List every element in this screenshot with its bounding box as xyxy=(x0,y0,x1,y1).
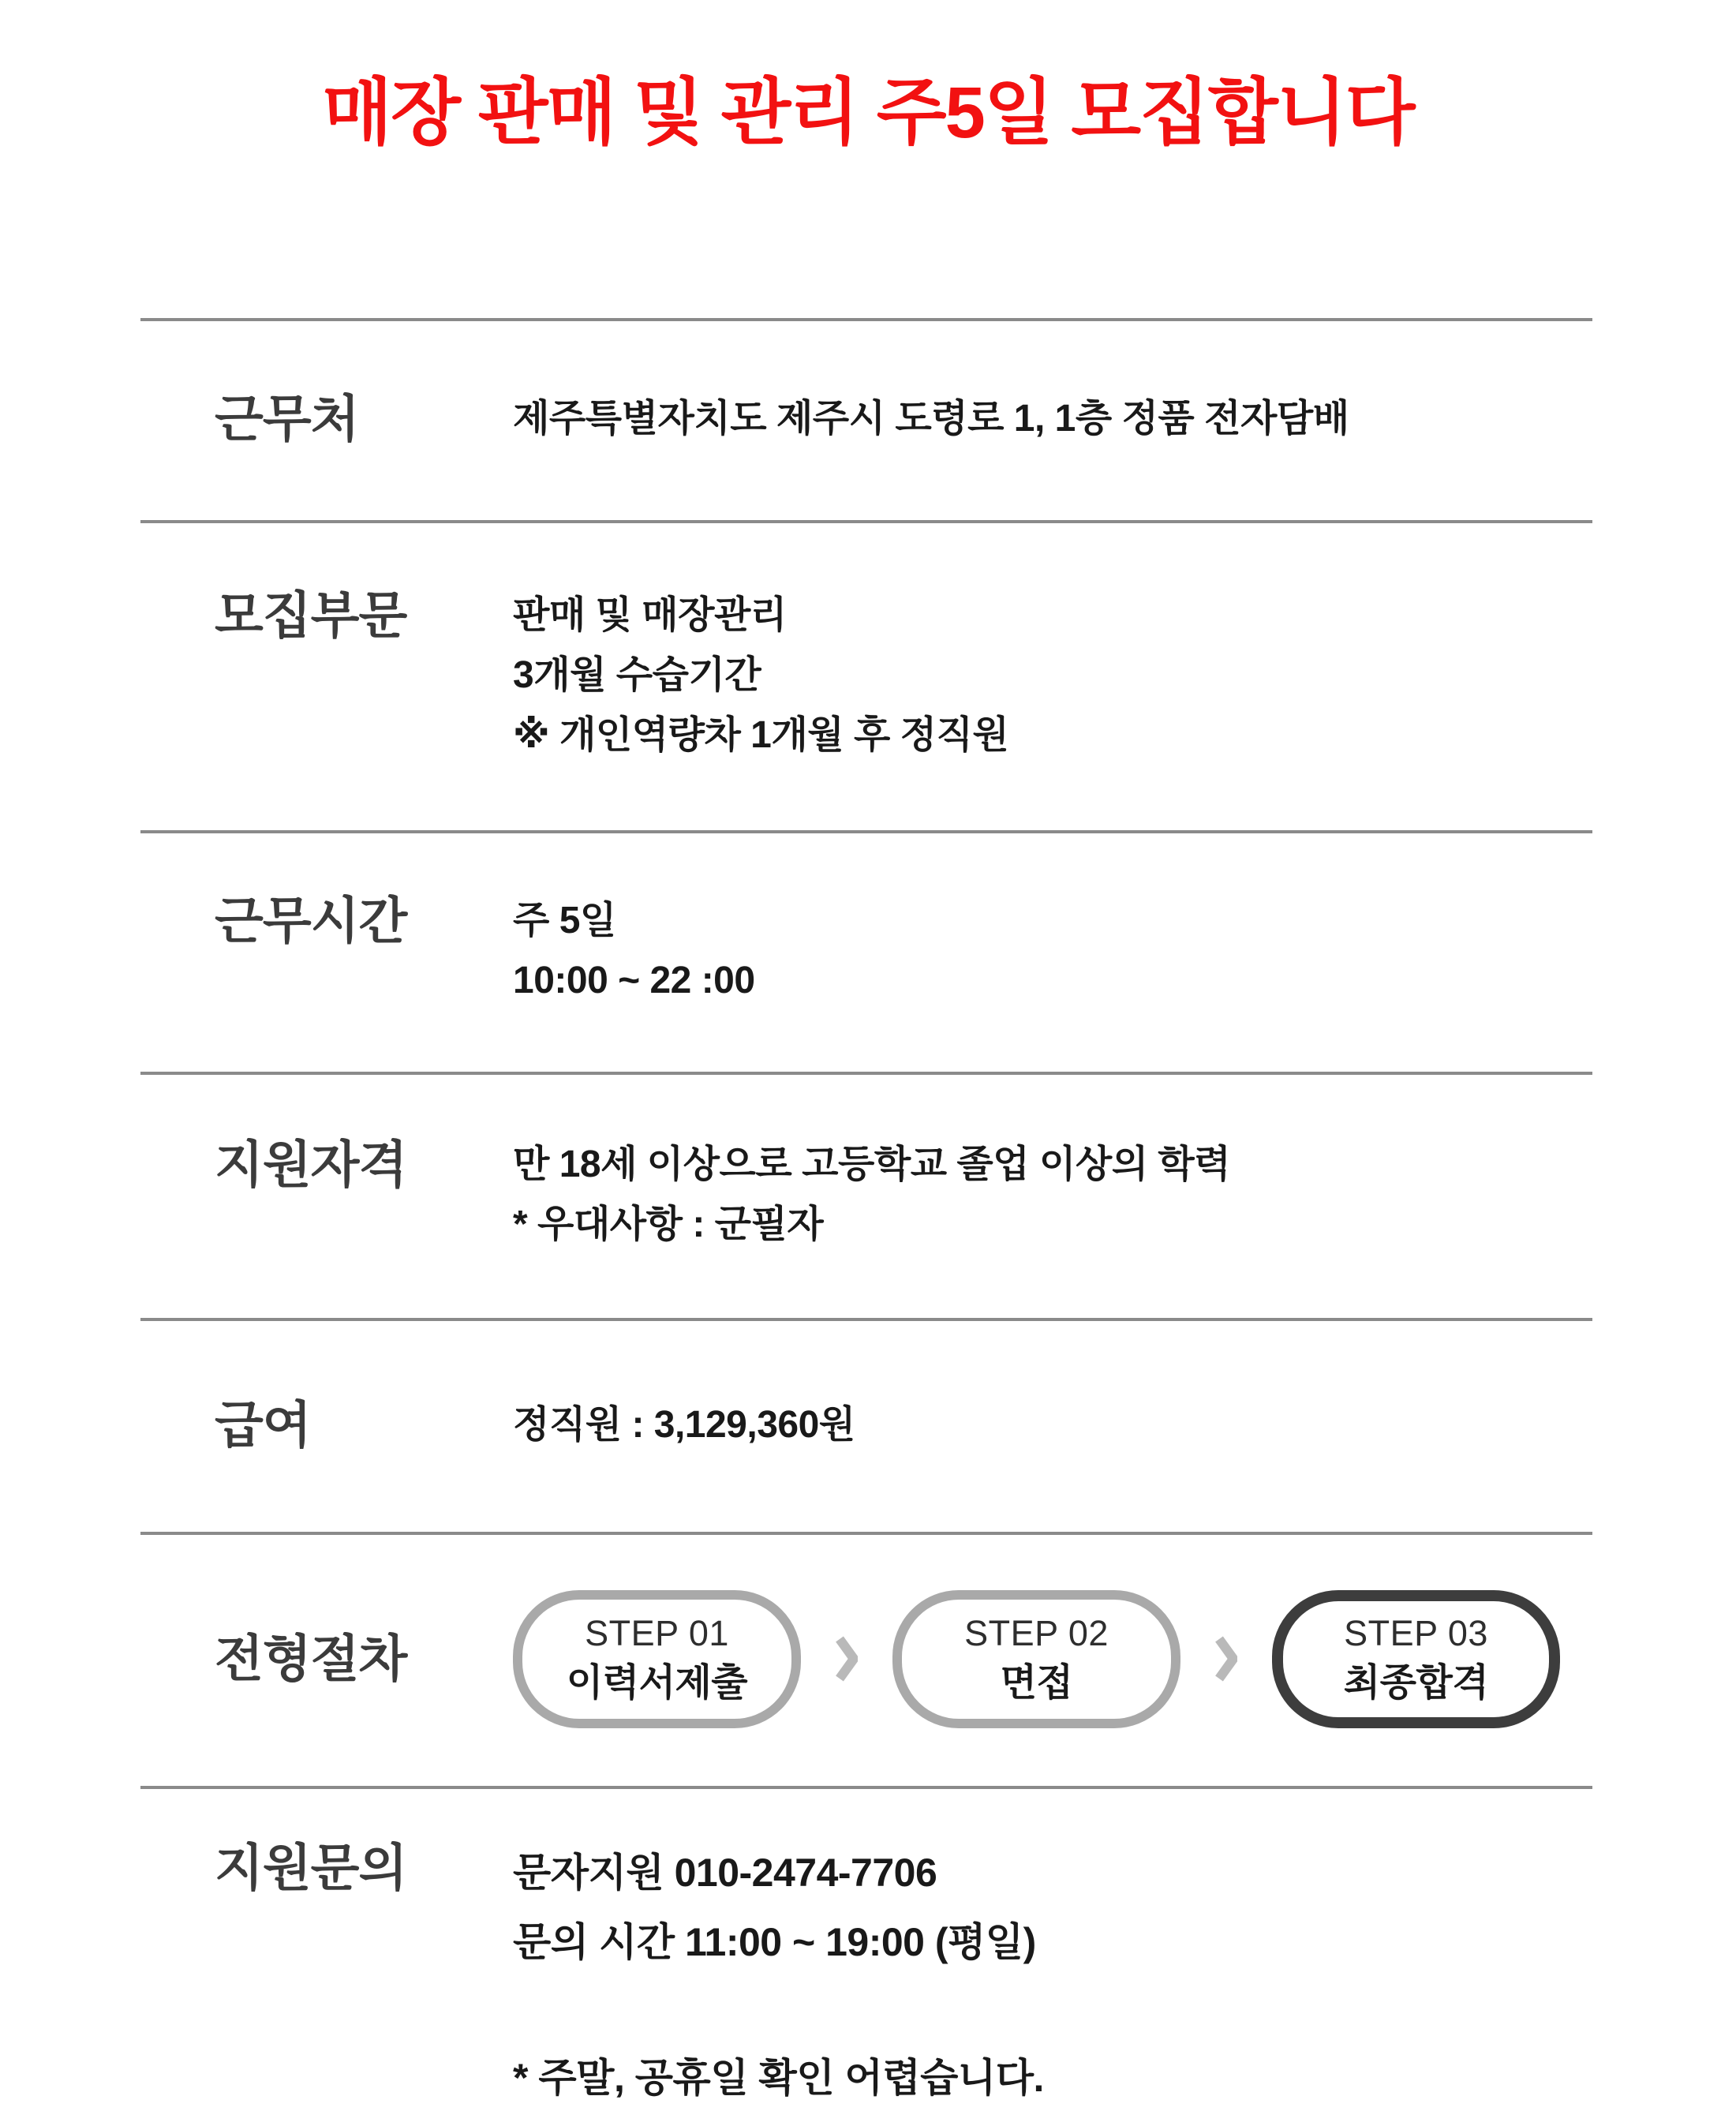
row-recruit-field xyxy=(0,520,1736,830)
step-1-name: 이력서제출 xyxy=(566,1662,748,1704)
step-1-number: STEP 01 xyxy=(585,1613,729,1653)
row-qualifications xyxy=(0,1072,1736,1318)
qualification-line: 만 18세 이상으로 고등학교 졸업 이상의 학력 xyxy=(513,1143,1231,1185)
contact-phone-line: 문자지원 010-2474-7706 xyxy=(513,1851,937,1895)
chevron-right-icon xyxy=(836,1634,858,1683)
contact-note: * 주말, 공휴일 확인 어렵습니다. xyxy=(513,2056,1044,2100)
recruit-probation-line: 3개월 수습기간 xyxy=(513,653,761,696)
row-workplace xyxy=(0,318,1736,520)
row-label-work-hours: 근무시간 xyxy=(215,893,407,949)
page-title: 매장 판매 및 관리 주5일 모집합니다 xyxy=(322,73,1414,153)
workplace-address: 제주특별자치도 제주시 도령로 1, 1층 정품 전자담배 xyxy=(513,398,1349,440)
row-salary xyxy=(0,1318,1736,1532)
row-label-workplace: 근무처 xyxy=(215,391,359,447)
row-value-qualifications xyxy=(513,1135,1230,1255)
row-label-salary: 급여 xyxy=(215,1396,311,1454)
selection-steps xyxy=(513,1590,1560,1728)
work-time-line: 10:00 ~ 22 :00 xyxy=(513,960,755,1001)
row-value-recruit-field xyxy=(513,586,1008,765)
work-days-line: 주 5일 xyxy=(513,900,616,941)
salary-line: 정직원 : 3,129,360원 xyxy=(513,1403,855,1446)
row-label-recruit-field: 모집부문 xyxy=(215,586,407,644)
row-value-workplace xyxy=(513,389,1349,449)
row-value-work-hours xyxy=(513,891,755,1011)
preference-line: * 우대사항 : 군필자 xyxy=(513,1203,824,1245)
spacer xyxy=(513,1977,1044,2043)
step-2-name: 면접 xyxy=(1000,1662,1073,1704)
row-label-contact: 지원문의 xyxy=(215,1840,407,1896)
step-3-name: 최종합격 xyxy=(1343,1662,1489,1704)
row-value-salary xyxy=(513,1395,855,1455)
title-block xyxy=(0,0,1736,318)
chevron-right-icon xyxy=(1215,1634,1237,1683)
row-contact xyxy=(0,1786,1736,2111)
row-label-selection-process: 전형절차 xyxy=(215,1630,407,1687)
step-3-number: STEP 03 xyxy=(1344,1613,1488,1653)
step-badge-2 xyxy=(892,1590,1180,1728)
row-value-contact xyxy=(513,1838,1044,2111)
row-work-hours xyxy=(0,830,1736,1072)
row-selection-process xyxy=(0,1532,1736,1786)
step-badge-1 xyxy=(513,1590,801,1728)
contact-hours-line: 문의 시간 11:00 ~ 19:00 (평일) xyxy=(513,1920,1036,1964)
recruit-field-line: 판매 및 매장관리 xyxy=(513,593,787,636)
row-label-qualifications: 지원자격 xyxy=(215,1136,407,1193)
step-2-number: STEP 02 xyxy=(964,1613,1109,1653)
step-badge-3-final xyxy=(1272,1590,1560,1728)
recruit-note-line: ※ 개인역량차 1개월 후 정직원 xyxy=(513,713,1009,756)
